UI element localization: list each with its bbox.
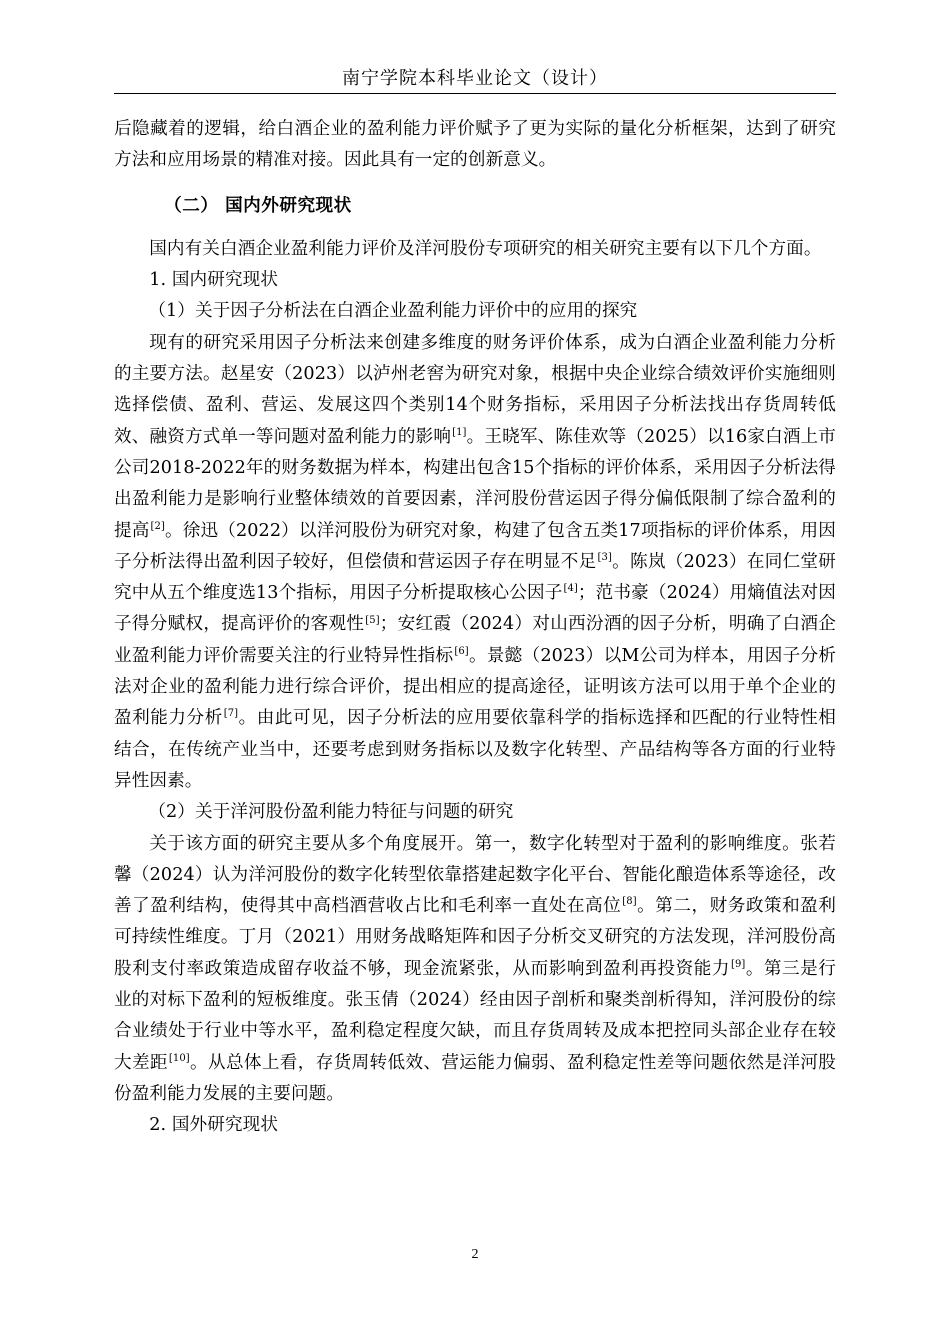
paragraph-intro: 国内有关白酒企业盈利能力评价及洋河股份专项研究的相关研究主要有以下几个方面。 (149, 238, 822, 259)
citation: [2] (150, 520, 165, 532)
text-run: 。从总体上看，存货周转低效、营运能力偏弱、盈利稳定性差等问题依然是洋河股份盈利能力发展的主要问题。 (114, 1052, 836, 1104)
paragraph-continued: 后隐藏着的逻辑，给白酒企业的盈利能力评价赋予了更为实际的量化分析框架，达到了研究方法和应用场景的精准对接。因此具有一定的创新意义。 (114, 119, 836, 171)
text-run: 。王晓军、陈佳欢等（2025）以16家白酒上市公司2018-2022年的财务数据为样本，构建出包含15个指标的评价体系，采用因子分析法得出盈利能力是影响行业整体绩效的首要因素，洋河股份营运因子得分偏低限制了综合盈利的提高 (114, 426, 836, 541)
citation: [9] (730, 958, 746, 970)
text-run: 。第二，财务政策和盈利可持续性维度。丁月（2021）用财务战略矩阵和因子分析交叉研究的方法发现，洋河股份高股利支付率政策造成留存收益不够，现金流紧张，从而影响到盈利再投资能力 (114, 896, 836, 979)
citation: [4] (563, 583, 578, 595)
paragraph-factor-analysis (114, 328, 836, 797)
citation: [1] (452, 426, 467, 438)
document-body (114, 114, 836, 1142)
text-run: ；范书豪（2024）用熵值法对因子得分赋权，提高评价的客观性 (114, 583, 836, 635)
text-run: 。第三是行业的对标下盈利的短板维度。张玉倩（2024）经由因子剖析和聚类剖析得知，洋河股份的综合业绩处于行业中等水平，盈利稳定程度欠缺，而且存货周转及成本把控同头部企业存在较大差距 (114, 958, 836, 1073)
citation: [3] (597, 552, 612, 563)
subheading-foreign: 2. 国外研究现状 (149, 1115, 279, 1136)
citation: [6] (454, 645, 469, 657)
citation: [10] (168, 1052, 190, 1064)
page-header-title: 南宁学院本科毕业论文（设计） (342, 68, 608, 89)
citation: [7] (223, 708, 239, 720)
subheading-domestic: 1. 国内研究现状 (149, 270, 279, 291)
text-run: 关于该方面的研究主要从多个角度展开。第一，数字化转型对于盈利的影响维度。张若馨（2024）认为洋河股份的数字化转型依靠搭建起数字化平台、智能化酿造体系等途径，改善了盈利结构，使得其中高档酒营收占比和毛利率一直处在高位 (114, 833, 836, 917)
header-rule (114, 93, 836, 94)
subheading-yanghe: （2）关于洋河股份盈利能力特征与问题的研究 (148, 802, 514, 823)
page-number: 2 (471, 1247, 479, 1262)
paragraph-yanghe (114, 829, 836, 1111)
text-run: 。陈岚（2023）在同仁堂研究中从五个维度选13个指标，用因子分析提取核心公因子 (114, 551, 836, 604)
text-run: 。徐迅（2022）以洋河股份为研究对象，构建了包含五类17项指标的评价体系，用因子分析法得出盈利因子较好，但偿债和营运因子存在明显不足 (114, 520, 836, 572)
citation: [8] (622, 896, 637, 908)
text-run: 现有的研究采用因子分析法来创建多维度的财务评价体系，成为白酒企业盈利能力分析的主要方法。赵星安（2023）以泸州老窖为研究对象，根据中央企业综合绩效评价实施细则选择偿债、盈利、营运、发展这四个类别14个财务指标，采用因子分析法找出存货周转低效、融资方式单一等问题对盈利能力的影响 (114, 332, 836, 447)
text-run: 。由此可见，因子分析法的应用要依靠科学的指标选择和匹配的行业特性相结合，在传统产业当中，还要考虑到财务指标以及数字化转型、产品结构等各方面的行业特异性因素。 (114, 708, 836, 791)
text-run: 。景懿（2023）以M公司为样本，用因子分析法对企业的盈利能力进行综合评价，提出相应的提高途径，证明该方法可以用于单个企业的盈利能力分析 (114, 645, 836, 729)
section-heading: （二） 国内外研究现状 (164, 195, 352, 216)
citation: [5] (365, 614, 380, 626)
text-run: ；安红霞（2024）对山西汾酒的因子分析，明确了白酒企业盈利能力评价需要关注的行业特异性指标 (114, 614, 836, 666)
subheading-factor-analysis: （1）关于因子分析法在白酒企业盈利能力评价中的应用的探究 (148, 301, 638, 322)
